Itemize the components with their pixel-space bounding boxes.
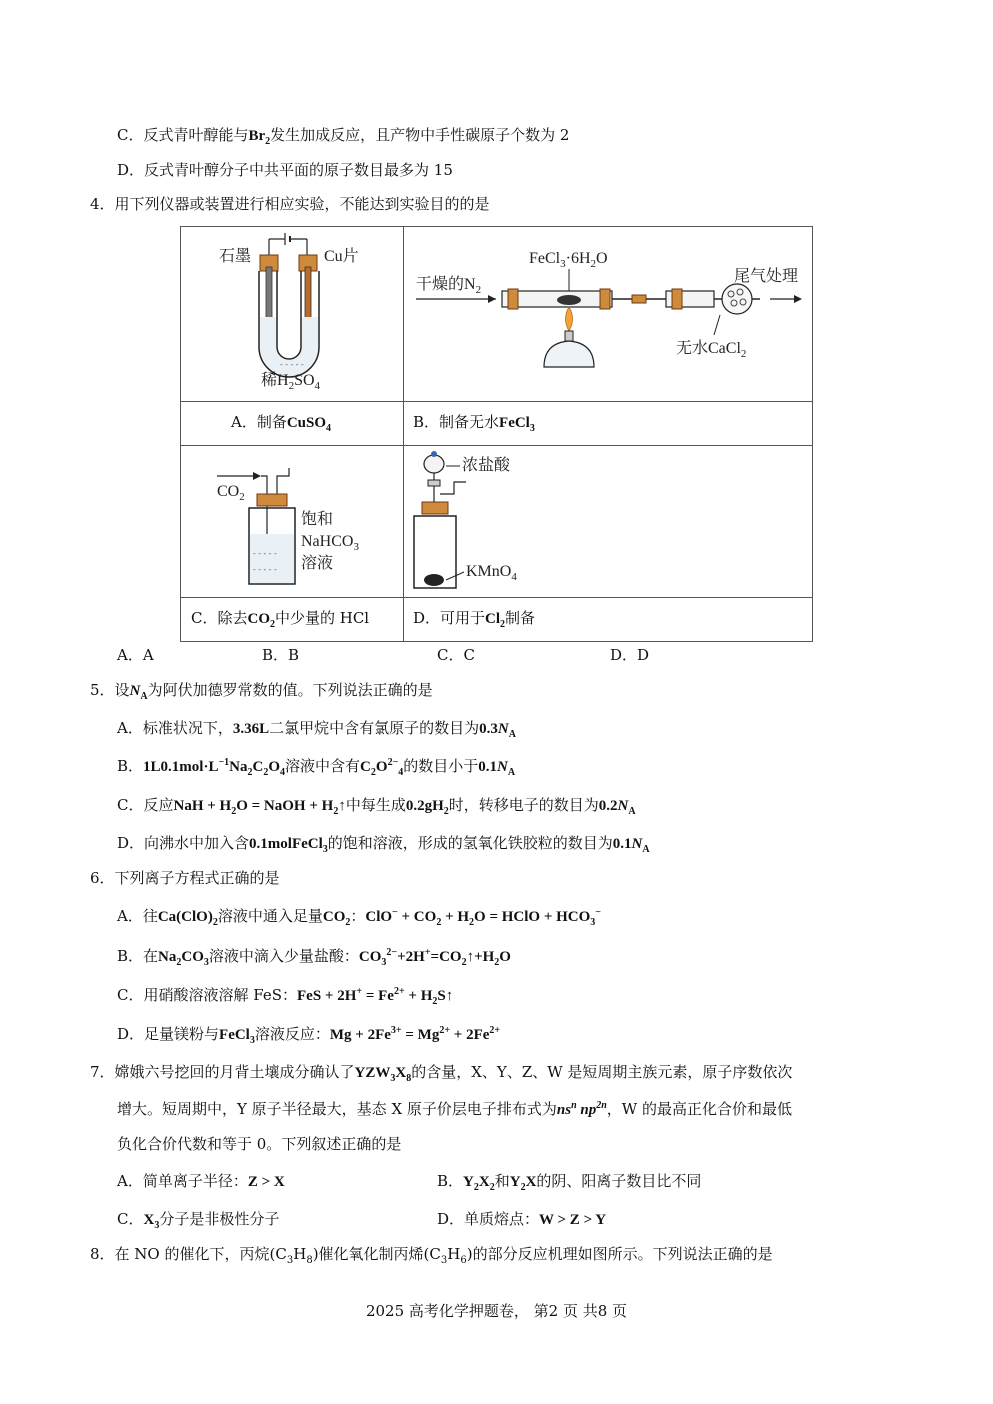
q7-stem-line3: 负化合价代数和等于 0。下列叙述正确的是: [117, 1135, 402, 1153]
q4-choice-c: C．C: [437, 646, 475, 664]
apparatus-b-diagram: [404, 227, 814, 401]
q6-option-d: D．足量镁粉与FeCl$_3$溶液反应：$Mg + 2Fe^{3+} = Mg^{2+} + 2Fe^{2+}$: [117, 1025, 501, 1046]
label-tail-gas: 尾气处理: [734, 268, 799, 285]
q4-choice-a: A．A: [117, 646, 154, 664]
caption-b: B．制备无水FeCl$_3$: [413, 413, 535, 434]
caption-a: A．制备CuSO$_4$: [231, 413, 332, 434]
table-divider: [181, 597, 812, 598]
caption-d: D．可用于$Cl_2$制备: [413, 609, 536, 630]
q7-stem-line1: 7．嫦娥六号挖回的月背土壤成分确认了$YZW_3X_8$的含量，X、Y、Z、W 是短周期主族元素，原子序数依次: [90, 1063, 793, 1084]
label-cu-plate: Cu片: [324, 248, 359, 265]
label-anhydrous-cacl2: 无水CaCl$_2$: [676, 340, 747, 360]
q8-stem: 8．在 NO 的催化下，丙烷$(C_3H_8)$催化氧化制丙烯$(C_3H_6)$的部分反应机理如图所示。下列说法正确的是: [90, 1245, 773, 1266]
svg-text:- - - - -: - - - - -: [253, 549, 277, 558]
label-solution: 溶液: [301, 555, 334, 572]
label-saturated: 饱和: [301, 511, 334, 528]
page-footer: 2025 高考化学押题卷， 第2 页 共8 页: [365, 1302, 628, 1320]
label-co2: $CO_2$: [217, 483, 245, 503]
label-dry-n2: 干燥的$N_2$: [416, 276, 482, 296]
experiment-table: [180, 226, 813, 642]
label-graphite: 石墨: [219, 248, 252, 265]
q5-option-c: C．反应NaH + $H_2O$ = NaOH + $H_2↑$中每生成$0.2gH_2$时，转移电子的数目为$0.2N_A$: [117, 796, 636, 817]
apparatus-a-diagram: [181, 227, 403, 401]
apparatus-c-diagram: [181, 446, 403, 597]
q3-option-c: C．反式青叶醇能与$Br_2$发生加成反应，且产物中手性碳原子个数为 2: [117, 126, 570, 147]
q6-option-c: C．用硝酸溶液溶解 FeS：FeS + $2H^+ = Fe^{2+}$ + $H_2S↑$: [117, 986, 454, 1007]
label-dilute-acid: 稀$H_2SO_4$: [261, 372, 321, 392]
label-conc-hcl: 浓盐酸: [462, 457, 511, 474]
apparatus-d-diagram: [404, 446, 814, 597]
q7-option-b: B．$Y_2X_2$和$Y_2X$的阴、阳离子数目比不同: [437, 1172, 702, 1193]
q5-option-a: A．标准状况下，3.36L二氯甲烷中含有氯原子的数目为$0.3N_A$: [117, 719, 516, 740]
label-fecl3-hydrate: $FeCl_3\cdot 6H_2O$: [529, 250, 608, 270]
svg-text:- - - - -: - - - - -: [253, 565, 277, 574]
caption-c: C．除去$CO_2$中少量的 HCl: [191, 609, 370, 630]
q6-stem: 6．下列离子方程式正确的是: [90, 869, 280, 887]
q4-choice-b: B．B: [262, 646, 300, 664]
table-divider: [181, 401, 812, 402]
q3-option-d: D．反式青叶醇分子中共平面的原子数目最多为 15: [117, 161, 453, 179]
q7-option-d: D．单质熔点：W > Z > Y: [437, 1210, 607, 1228]
q7-stem-line2: 增大。短周期中，Y 原子半径最大，基态 X 原子价层电子排布式为$ns^n$ $np^{2n}$，W 的最高正化合价和最低: [117, 1100, 792, 1118]
q4-stem: 4．用下列仪器或装置进行相应实验，不能达到实验目的的是: [90, 195, 490, 213]
q5-option-d: D．向沸水中加入含0.1molFeCl$_3$的饱和溶液，形成的氢氧化铁胶粒的数目为$0.1N_A$: [117, 834, 650, 855]
q7-option-c: C．$X_3$分子是非极性分子: [117, 1210, 280, 1231]
q7-option-a: A．简单离子半径：Z > X: [117, 1172, 285, 1190]
label-nahco3: NaHCO$_3$: [301, 533, 359, 553]
svg-text:- - - - -: - - - - -: [280, 360, 304, 369]
label-kmno4: KMnO$_4$: [466, 563, 517, 583]
q4-choice-d: D．D: [610, 646, 650, 664]
q5-stem: 5．设$N_A$为阿伏加德罗常数的值。下列说法正确的是: [90, 681, 433, 702]
q5-option-b: B．$1L0.1mol\cdot L^{-1}Na_2C_2O_4$溶液中含有$C_2O^{2-}_4$的数目小于$0.1N_A$: [117, 757, 516, 778]
q6-option-a: A．往$Ca(ClO)_2$溶液中通入足量$CO_2$：$ClO^- + CO_2 + H_2O$ = HClO + $HCO_3^-$: [117, 907, 601, 928]
q6-option-b: B．在$Na_2CO_3$溶液中滴入少量盐酸：$CO_3^{2-}+2H^+=CO_2↑+H_2O$: [117, 947, 511, 968]
